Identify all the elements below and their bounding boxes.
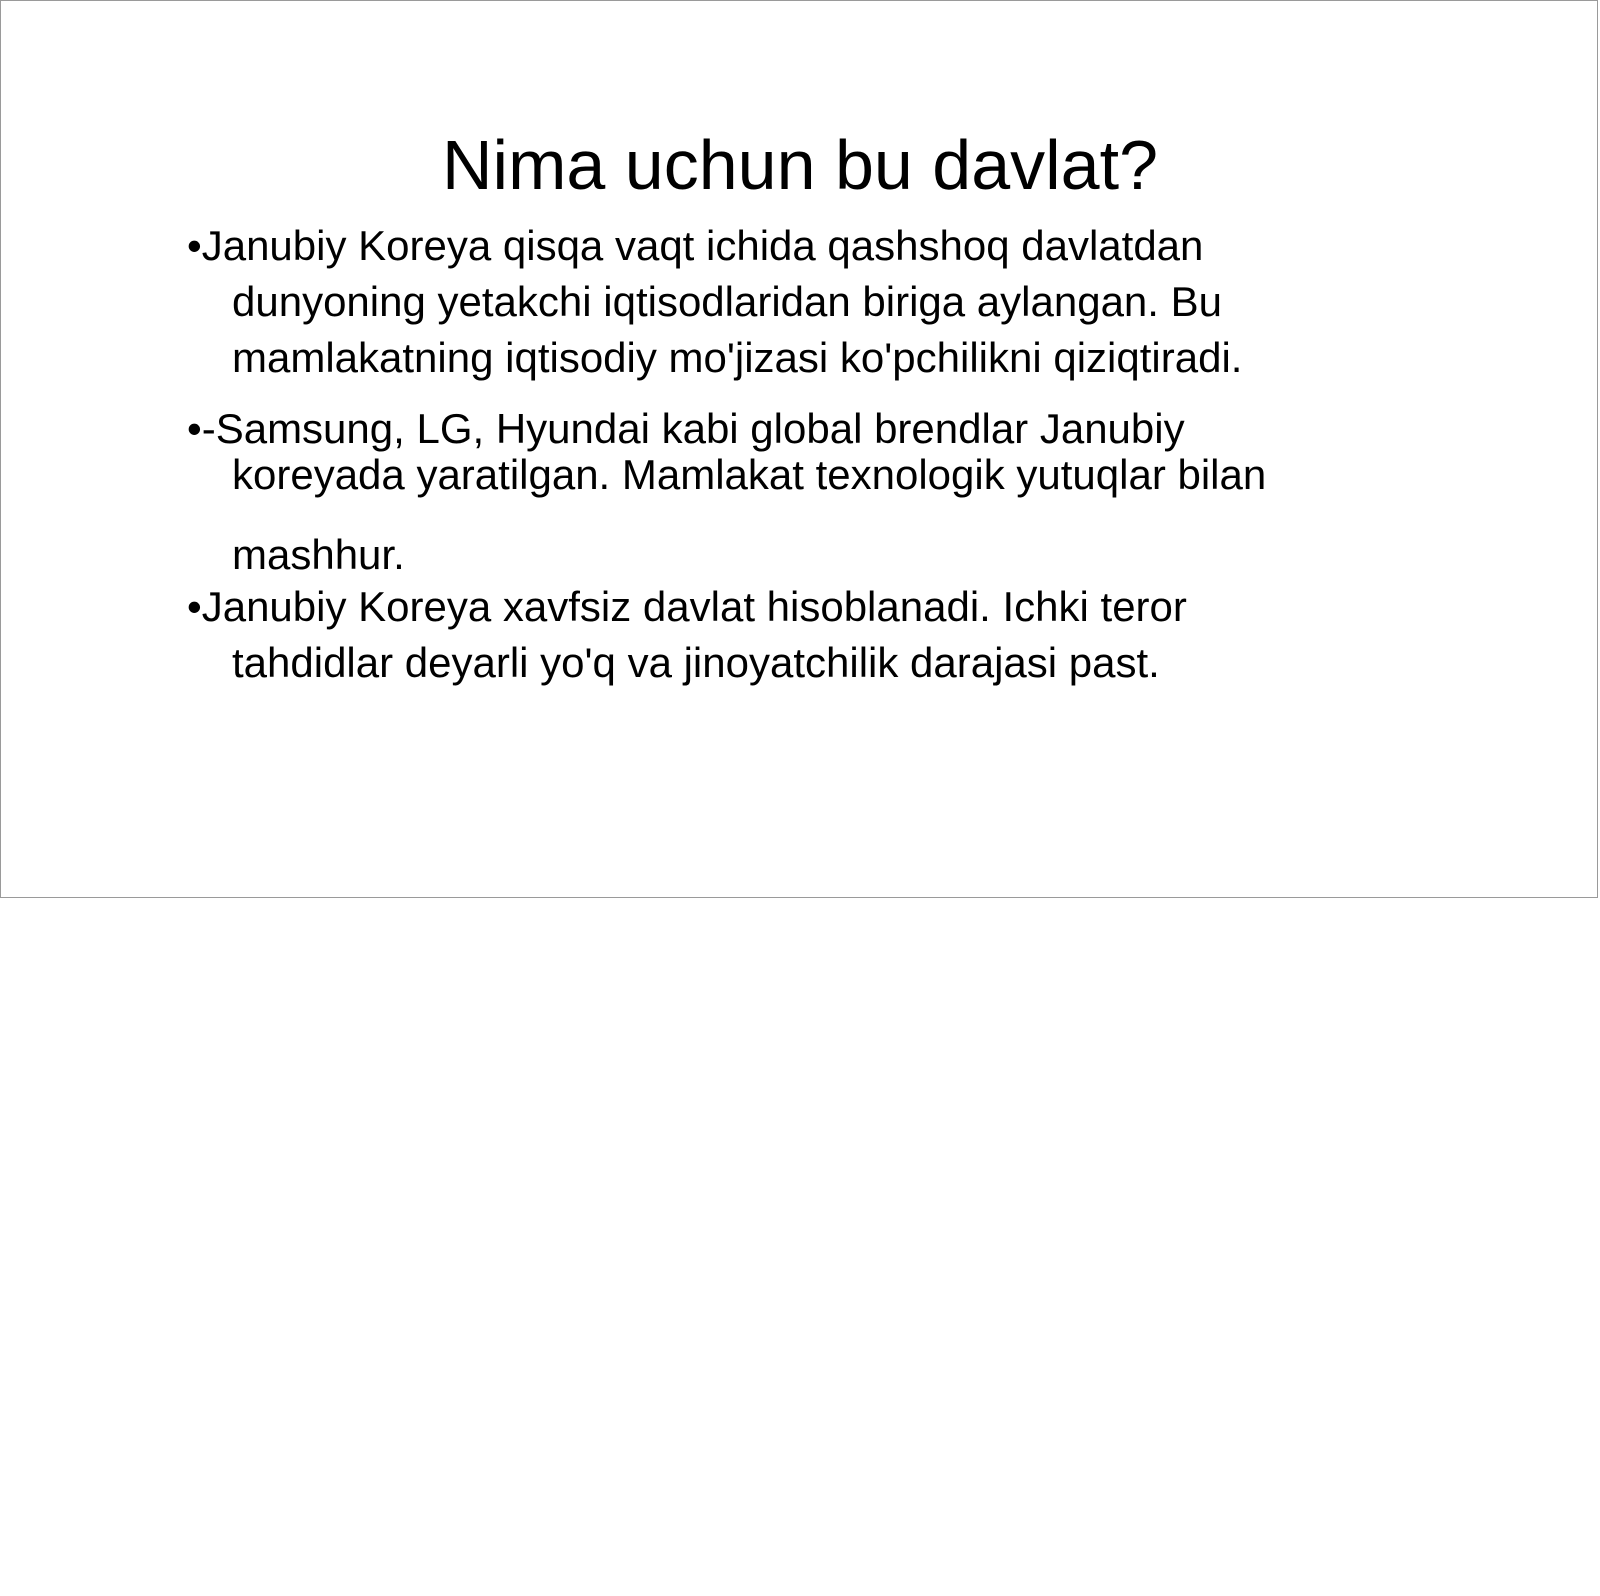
bullet-line: •-Samsung, LG, Hyundai kabi global brendlar Janubiy — [187, 405, 1185, 452]
bullet-line: mamlakatning iqtisodiy mo'jizasi ko'pchilikni qiziqtiradi. — [232, 334, 1243, 381]
bullet-line: •Janubiy Koreya xavfsiz davlat hisoblanadi. Ichki teror — [187, 583, 1187, 630]
bullet-line: koreyada yaratilgan. Mamlakat texnologik yutuqlar bilan — [232, 451, 1267, 498]
bullet-item — [187, 218, 1242, 386]
bullet-item — [187, 579, 1187, 691]
bullet-line: tahdidlar deyarli yo'q va jinoyatchilik darajasi past. — [232, 639, 1160, 686]
bullet-line: dunyoning yetakchi iqtisodlaridan biriga aylangan. Bu — [232, 278, 1222, 325]
slide-title: Nima uchun bu davlat? — [442, 126, 1158, 204]
bullet-item — [187, 401, 1266, 583]
bullet-line: mashhur. — [232, 531, 405, 578]
bullet-line: •Janubiy Koreya qisqa vaqt ichida qashshoq davlatdan — [187, 222, 1204, 269]
